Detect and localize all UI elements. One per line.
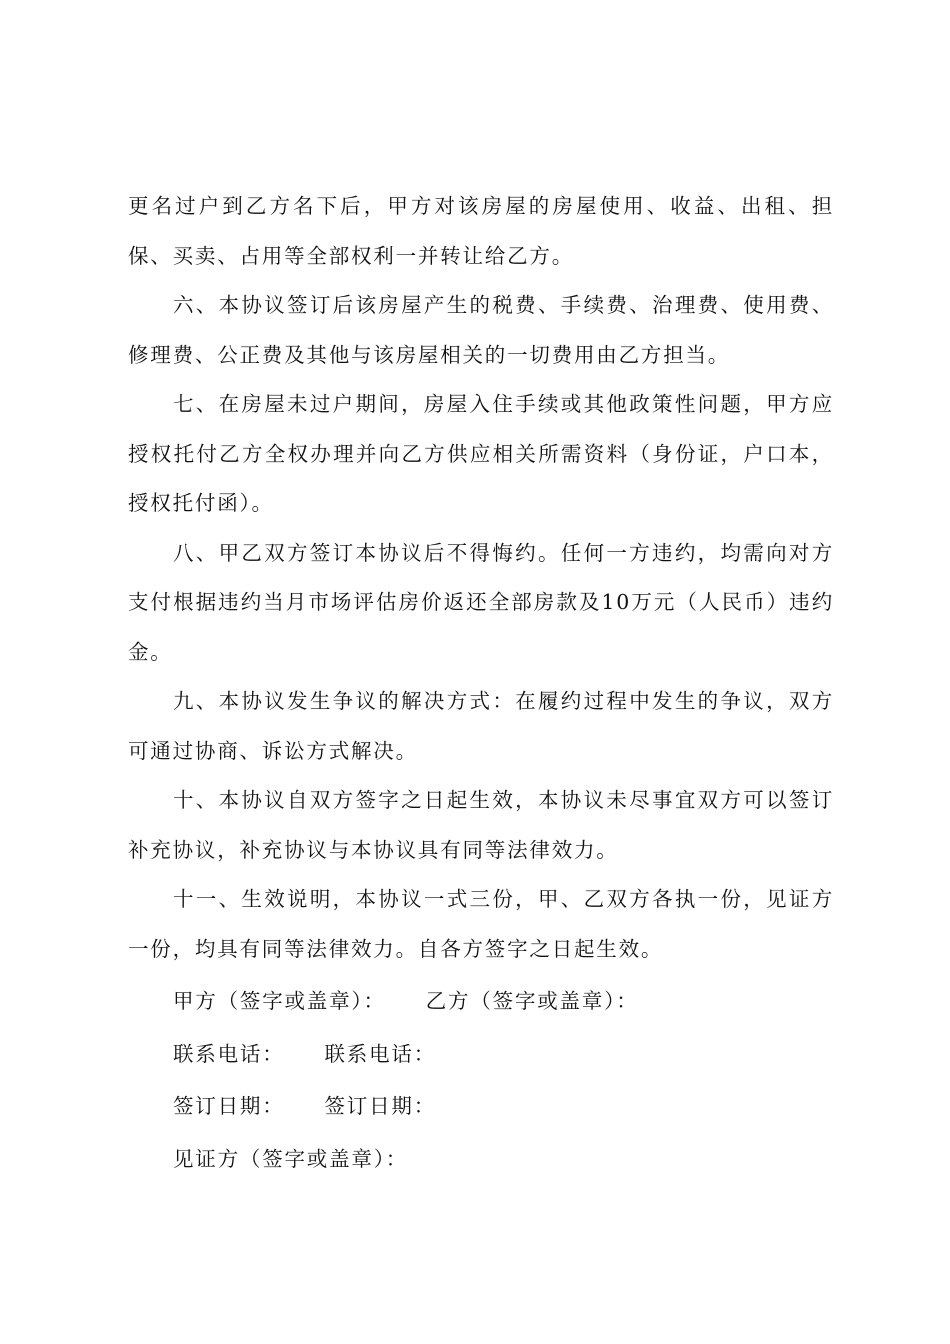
party-a-signature-label: 甲方（签字或盖章）： — [173, 989, 386, 1013]
signature-block — [173, 975, 813, 1186]
paragraph-clause-9: 九、本协议发生争议的解决方式：在履约过程中发生的争议，双方可通过协商、诉讼方式解决。 — [128, 689, 834, 763]
paragraph-clause-10: 十、本协议自双方签字之日起生效，本协议未尽事宜双方可以签订补充协议，补充协议与本协议具有同等法律效力。 — [128, 788, 834, 862]
party-a-date-label: 签订日期： — [173, 1094, 285, 1119]
party-a-phone-label: 联系电话： — [173, 1041, 285, 1066]
paragraph-transfer-rights: 更名过户到乙方名下后，甲方对该房屋的房屋使用、收益、出租、担保、买卖、占用等全部权利一并转让给乙方。 — [128, 194, 834, 268]
signature-row-phone — [173, 1028, 813, 1081]
witness-signature-label: 见证方（签字或盖章）： — [173, 1147, 409, 1172]
agreement-body — [128, 182, 834, 974]
signature-row-parties — [173, 975, 813, 1028]
party-b-signature-label: 乙方（签字或盖章）： — [425, 989, 639, 1013]
paragraph-clause-8: 八、甲乙双方签订本协议后不得悔约。任何一方违约，均需向对方支付根据违约当月市场评估房价返还全部房款及10万元（人民币）违约金。 — [128, 540, 834, 664]
paragraph-clause-7: 七、在房屋未过户期间，房屋入住手续或其他政策性问题，甲方应授权托付乙方全权办理并向乙方供应相关所需资料（身份证，户口本，授权托付函）。 — [128, 392, 834, 515]
signature-row-date — [173, 1080, 813, 1133]
paragraph-clause-6: 六、本协议签订后该房屋产生的税费、手续费、治理费、使用费、修理费、公正费及其他与该房屋相关的一切费用由乙方担当。 — [128, 293, 834, 367]
party-b-phone-label: 联系电话： — [324, 1041, 436, 1066]
signature-row-witness — [173, 1133, 813, 1186]
party-b-date-label: 签订日期： — [324, 1094, 436, 1119]
paragraph-clause-11: 十一、生效说明，本协议一式三份，甲、乙双方各执一份，见证方一份，均具有同等法律效力。自各方签字之日起生效。 — [128, 887, 834, 961]
